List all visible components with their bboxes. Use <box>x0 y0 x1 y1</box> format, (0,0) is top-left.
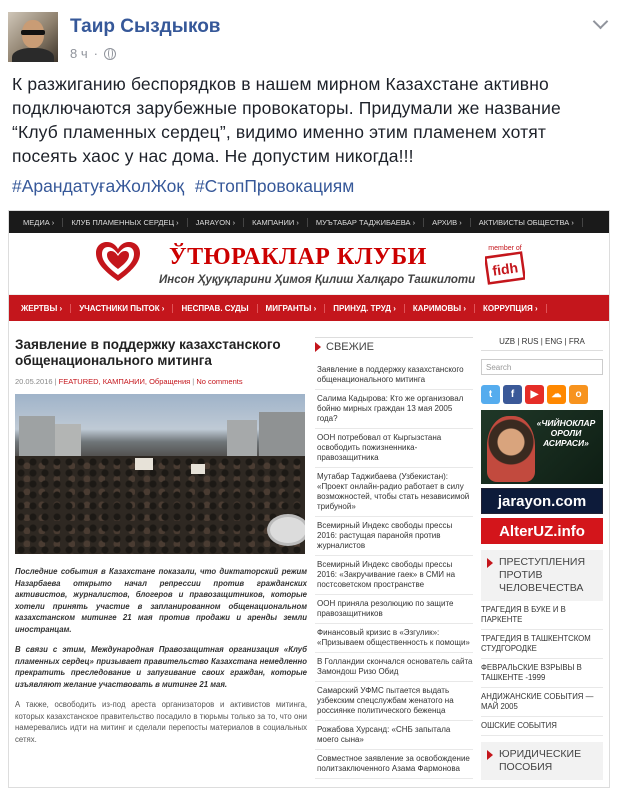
post-meta: 8 ч · <box>70 46 116 61</box>
news-item[interactable]: Всемирный Индекс свободы прессы 2016: «Закручивание гаек» в СМИ на постсоветском пространстве <box>315 556 473 595</box>
fresh-header <box>315 337 473 355</box>
legal-title: ЮРИДИЧЕСКИЕ ПОСОБИЯ <box>499 748 582 773</box>
crime-item[interactable]: ОШСКИЕ СОБЫТИЯ <box>481 717 603 736</box>
youtube-icon[interactable]: ▶ <box>525 385 544 404</box>
triangle-icon <box>487 750 493 760</box>
red-nav-item[interactable]: КОРРУПЦИЯ › <box>475 304 547 313</box>
article-column <box>15 337 307 745</box>
facebook-icon[interactable]: f <box>503 385 522 404</box>
crime-item[interactable]: ФЕВРАЛЬСКИЕ ВЗРЫВЫ В ТАШКЕНТЕ -1999 <box>481 659 603 688</box>
jarayon-banner[interactable]: jarayon.com <box>481 488 603 514</box>
news-item[interactable]: ООН потребовал от Кыргызстана освободить пожизненника-правозащитника <box>315 429 473 468</box>
site-banner <box>9 233 609 295</box>
news-item[interactable]: Заявление в поддержку казахстанского общенационального митинга <box>315 361 473 390</box>
avatar-glasses <box>21 30 45 35</box>
top-nav-item[interactable]: МУЪТАБАР ТАДЖИБАЕВА › <box>308 218 424 227</box>
red-nav-item[interactable]: ЖЕРТВЫ › <box>13 304 71 313</box>
fidh-logo-icon <box>485 241 525 287</box>
odnoklassniki-icon[interactable]: о <box>569 385 588 404</box>
top-nav-item[interactable]: КАМПАНИИ › <box>244 218 308 227</box>
building <box>19 416 55 460</box>
crime-item[interactable]: ТРАГЕДИЯ В ТАШКЕНТСКОМ СТУДГОРОДКЕ <box>481 630 603 659</box>
megaphone <box>267 514 305 546</box>
placard <box>191 464 205 474</box>
news-item[interactable]: Салима Кадырова: Кто же организовал бойню мирных граждан 13 мая 2005 года? <box>315 390 473 429</box>
shared-screenshot[interactable] <box>8 210 610 788</box>
fidh-member-text: member of <box>488 245 522 252</box>
promo-text: «ЧИЙНОКЛАР ОРОЛИ АСИРАСИ» <box>536 418 596 448</box>
hashtag-link[interactable]: #СтопПровокациям <box>194 176 355 196</box>
building <box>259 412 305 460</box>
post-time[interactable]: 8 ч <box>70 46 88 61</box>
avatar[interactable] <box>8 12 58 62</box>
news-item[interactable]: ООН приняла резолюцию по защите правозащитников <box>315 595 473 624</box>
top-nav-item[interactable]: МЕДИА › <box>15 218 63 227</box>
red-nav-item[interactable]: МИГРАНТЫ › <box>258 304 326 313</box>
top-nav-item[interactable]: JARAYON › <box>188 218 244 227</box>
site-red-nav <box>9 295 609 321</box>
triangle-icon <box>315 342 321 352</box>
crime-item[interactable]: АНДИЖАНСКИЕ СОБЫТИЯ — МАЙ 2005 <box>481 688 603 717</box>
site-top-nav <box>9 211 609 233</box>
news-item[interactable]: Мутабар Таджибаева (Узбекистан): «Проект онлайн-радио работает в силу возможностей, чтобы стать независимой трибуной» <box>315 468 473 517</box>
post-text: К разжиганию беспорядков в нашем мирном Казахстане активно подключаются зарубежные провокаторы. Придумали же название “Клуб пламенных сердец”, видимо именно этим пламенем хотят посеять хаос у нас дома. Не допустим никогда!!! <box>12 74 561 166</box>
language-switcher[interactable]: UZB | RUS | ENG | FRA <box>481 337 603 351</box>
red-nav-item[interactable]: УЧАСТНИКИ ПЫТОК › <box>71 304 173 313</box>
crowd-photo <box>15 394 305 554</box>
hashtag-link[interactable]: #АрандатуғаЖолЖоқ <box>12 176 185 196</box>
legal-header <box>481 742 603 780</box>
club-subtitle: Инсон Ҳуқуқларини Ҳимоя Қилиш Халқаро Ташкилоти <box>159 274 476 286</box>
crimes-title: ПРЕСТУПЛЕНИЯ ПРОТИВ ЧЕЛОВЕЧЕСТВА <box>499 556 586 594</box>
article-meta: 20.05.2016 | FEATURED, КАМПАНИИ, Обращения | No comments <box>15 377 243 386</box>
chevron-down-icon[interactable] <box>593 14 609 30</box>
hashtags <box>12 176 360 197</box>
crimes-header <box>481 550 603 601</box>
fresh-news-list <box>315 361 473 779</box>
news-item[interactable]: В Голландии скончался основатель сайта Замондош Ризо Обид <box>315 653 473 682</box>
author-name[interactable]: Таир Сыздыков <box>70 16 221 37</box>
search-input[interactable]: Search <box>481 359 603 375</box>
crime-item[interactable]: ТРАГЕДИЯ В БУКЕ И В ПАРКЕНТЕ <box>481 601 603 630</box>
heart-logo-icon <box>95 241 141 283</box>
placard <box>135 458 153 470</box>
article-category[interactable]: FEATURED, КАМПАНИИ, Обращения <box>58 377 191 386</box>
twitter-icon[interactable]: t <box>481 385 500 404</box>
article-date: 20.05.2016 <box>15 377 53 386</box>
alteruz-banner[interactable]: AlterUZ.info <box>481 518 603 544</box>
top-nav-item[interactable]: КЛУБ ПЛАМЕННЫХ СЕРДЕЦ › <box>63 218 187 227</box>
article-paragraph: А также, освободить из-под ареста организаторов и активистов митинга, которых казахстанское правительство посадило в тюрьмы только за то, что они намеревались идти на митинг и сделали перепосты материалов в социальных сетях. <box>15 700 307 744</box>
top-nav-item[interactable]: АРХИВ › <box>424 218 471 227</box>
top-nav-item[interactable]: АКТИВИСТЫ ОБЩЕСТВА › <box>471 218 583 227</box>
fresh-title: СВЕЖИЕ <box>326 340 375 353</box>
avatar-shirt <box>12 48 54 62</box>
crowd <box>15 456 305 554</box>
soundcloud-icon[interactable]: ☁ <box>547 385 566 404</box>
news-item[interactable]: Самарский УФМС пытается выдать узбекским спецслужбам женатого на россиянке политического беженца <box>315 682 473 721</box>
news-item[interactable]: Всемирный Индекс свободы прессы 2016: растущая паранойя против журналистов <box>315 517 473 556</box>
social-icons <box>481 385 603 404</box>
crimes-list <box>481 601 603 736</box>
promo-banner[interactable] <box>481 410 603 484</box>
news-item[interactable]: Совместное заявление за освобождение политзаключенного Азама Фармонова <box>315 750 473 779</box>
article-paragraph: Последние события в Казахстане показали, что диктаторский режим Назарбаева открыто начал репрессии против гражданских активистов, журналистов, блогеров и правозащитников, которые хотели принять участие в запланированном общенациональном казахстанском митинге 21 мая против продажи и аренды земли иностранцам. <box>15 567 307 634</box>
triangle-icon <box>487 558 493 568</box>
article-comments[interactable]: No comments <box>196 377 243 386</box>
building <box>227 420 257 460</box>
site-content <box>9 323 609 788</box>
fidh-name-text: fidh <box>491 259 519 279</box>
news-item[interactable]: Финансовый кризис в «Эзгулик»: «Призываем общественность к помощи» <box>315 624 473 653</box>
right-sidebar <box>481 337 603 780</box>
red-nav-item[interactable]: КАРИМОВЫ › <box>405 304 475 313</box>
red-nav-item[interactable]: НЕСПРАВ. СУДЫ <box>173 304 257 313</box>
red-nav-item[interactable]: ПРИНУД. ТРУД › <box>325 304 405 313</box>
article-title[interactable]: Заявление в поддержку казахстанского общенационального митинга <box>15 337 281 368</box>
club-title: ЎТЮРАКЛАР КЛУБИ <box>169 244 427 270</box>
globe-icon[interactable] <box>104 48 116 60</box>
portrait <box>487 416 535 482</box>
building <box>55 424 81 460</box>
fresh-news-column <box>315 337 473 779</box>
article-paragraph: В связи с этим, Международная Правозащитная организация «Клуб пламенных сердец» призывает правительство Казахстана немедленно прекратить преследование и запугивание своих граждан, которые изъявляют желание участвовать в митинге 21 мая. <box>15 645 307 689</box>
news-item[interactable]: Рожабова Хурсанд: «СНБ запытала моего сына» <box>315 721 473 750</box>
